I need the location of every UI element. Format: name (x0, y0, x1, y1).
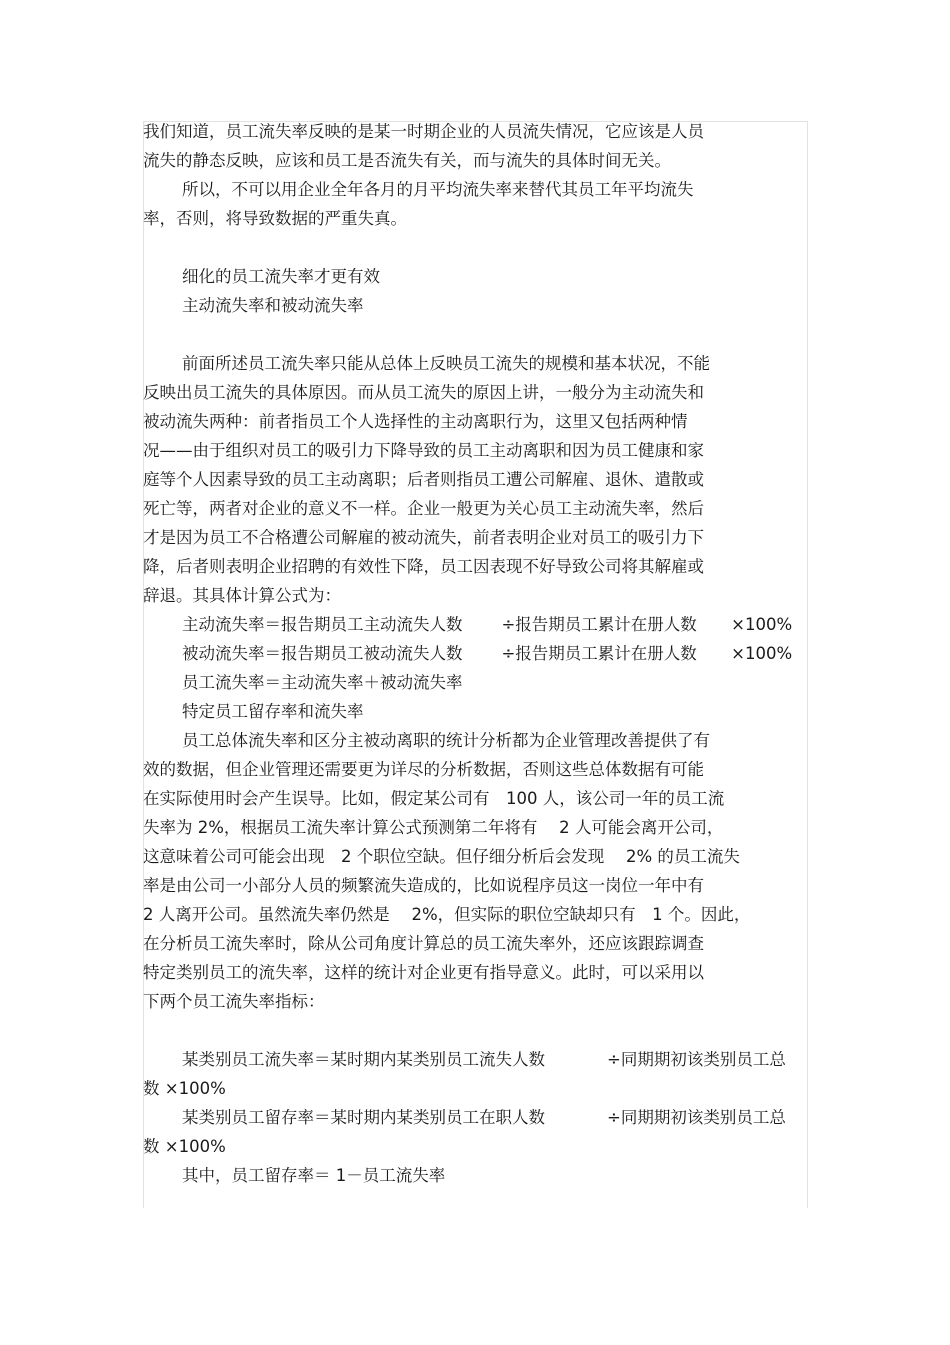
paragraph-line: 才是因为员工不合格遭公司解雇的被动流失，前者表明企业对员工的吸引力下 (143, 528, 704, 547)
indicator-retention-rate (143, 1103, 811, 1132)
paragraph-line: 所以，不可以用企业全年各月的月平均流失率来替代其员工年平均流失 (182, 180, 694, 199)
paragraph-line: 其中，员工留存率＝ 1－员工流失率 (182, 1166, 446, 1185)
paragraph-line: 流失的静态反映，应该和员工是否流失有关，而与流失的具体时间无关。 (143, 151, 671, 170)
formula-passive-rate (143, 639, 811, 668)
section-heading: 细化的员工流失率才更有效 (182, 267, 380, 286)
paragraph-line: 率是由公司一小部分人员的频繁流失造成的，比如说程序员这一岗位一年中有 (143, 876, 704, 895)
paragraph-line: 特定类别员工的流失率，这样的统计对企业更有指导意义。此时，可以采用以 (143, 963, 704, 982)
indicator-tail: 数 ×100% (143, 1137, 226, 1156)
document-body (143, 117, 811, 1190)
blank-line (143, 233, 811, 262)
paragraph-line: 前面所述员工流失率只能从总体上反映员工流失的规模和基本状况，不能 (182, 354, 710, 373)
indicator-tail: 数 ×100% (143, 1079, 226, 1098)
paragraph-line: 效的数据，但企业管理还需要更为详尽的分析数据，否则这些总体数据有可能 (143, 760, 704, 779)
paragraph-line: 员工总体流失率和区分主被动离职的统计分析都为企业管理改善提供了有 (182, 731, 710, 750)
formula-active-rate (143, 610, 811, 639)
paragraph-line: 庭等个人因素导致的员工主动离职；后者则指员工遭公司解雇、退休、遣散或 (143, 470, 704, 489)
paragraph-line: 我们知道，员工流失率反映的是某一时期企业的人员流失情况，它应该是人员 (143, 122, 704, 141)
paragraph-line: 在分析员工流失率时，除从公司角度计算总的员工流失率外，还应该跟踪调查 (143, 934, 704, 953)
section-subheading: 特定员工留存率和流失率 (182, 702, 364, 721)
formula-multiplier: ×100% (731, 644, 793, 663)
formula-multiplier: ×100% (731, 615, 793, 634)
section-subheading: 主动流失率和被动流失率 (182, 296, 364, 315)
paragraph-line: 在实际使用时会产生误导。比如，假定某公司有 100 人，该公司一年的员工流 (143, 789, 725, 808)
indicator-left: 某类别员工流失率＝某时期内某类别员工流失人数 (182, 1050, 545, 1069)
paragraph-line: 率，否则，将导致数据的严重失真。 (143, 209, 407, 228)
indicator-left: 某类别员工留存率＝某时期内某类别员工在职人数 (182, 1108, 545, 1127)
paragraph-line: 死亡等，两者对企业的意义不一样。企业一般更为关心员工主动流失率，然后 (143, 499, 704, 518)
paragraph-line: 这意味着公司可能会出现 2 个职位空缺。但仔细分析后会发现 2% 的员工流失 (143, 847, 740, 866)
formula-total-rate: 员工流失率＝主动流失率＋被动流失率 (182, 673, 463, 692)
indicator-loss-rate (143, 1045, 811, 1074)
formula-left: 被动流失率＝报告期员工被动流失人数 (182, 644, 463, 663)
paragraph-line: 反映出员工流失的具体原因。而从员工流失的原因上讲，一般分为主动流失和 (143, 383, 704, 402)
paragraph-line: 况——由于组织对员工的吸引力下降导致的员工主动离职和因为员工健康和家 (143, 441, 704, 460)
blank-line (143, 320, 811, 349)
paragraph-line: 辞退。其具体计算公式为： (143, 586, 341, 605)
paragraph-line: 失率为 2%，根据员工流失率计算公式预测第二年将有 2 人可能会离开公司， (143, 818, 724, 837)
paragraph-line: 下两个员工流失率指标： (143, 992, 325, 1011)
paragraph-line: 降，后者则表明企业招聘的有效性下降，员工因表现不好导致公司将其解雇或 (143, 557, 704, 576)
formula-divisor: ÷报告期员工累计在册人数 (501, 615, 697, 634)
blank-line (143, 1016, 811, 1045)
indicator-divisor: ÷同期期初该类别员工总 (607, 1050, 786, 1069)
formula-left: 主动流失率＝报告期员工主动流失人数 (182, 615, 463, 634)
paragraph-line: 2 人离开公司。虽然流失率仍然是 2%，但实际的职位空缺却只有 1 个。因此， (143, 905, 751, 924)
formula-divisor: ÷报告期员工累计在册人数 (501, 644, 697, 663)
indicator-divisor: ÷同期期初该类别员工总 (607, 1108, 786, 1127)
paragraph-line: 被动流失两种：前者指员工个人选择性的主动离职行为，这里又包括两种情 (143, 412, 688, 431)
